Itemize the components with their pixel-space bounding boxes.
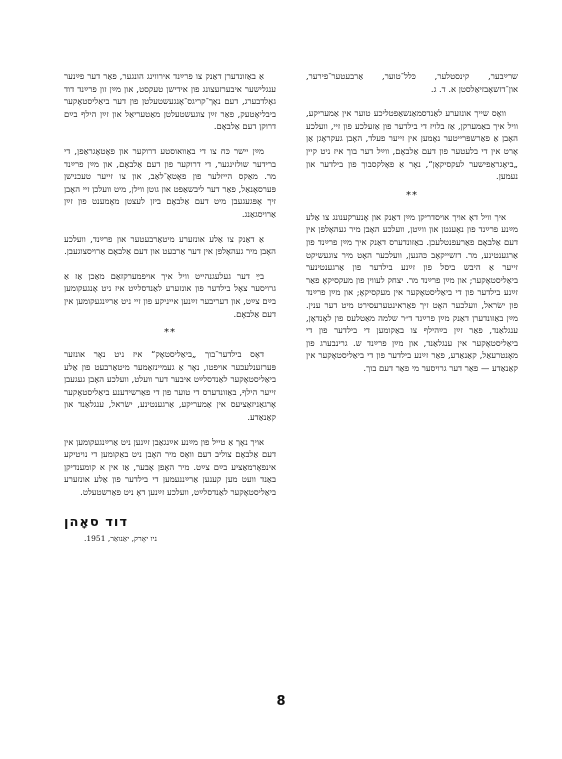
paragraph: מײַן יישר כּח צו די באַוואוסטע דרוקער און פאָטאָגראַפן, די ברידער שולזינגער, די דרוקער פון דעם אַלבאָם, און מײַן פרײַנד מר. מאַקס הייזלער פון פאָטאָ־לאַב, און צו זייער טעכנישן פּערסאָנאַל, פאַר דער ליבשאַפט און גוטן ווילן, מיט וועלכן זיי האָבן זיך אָפּגעגעבן מיט דעם אַלבאָם ביזן לעצטן מאָמענט פון זײַן אַרויסגאַנג.: [64, 145, 276, 219]
right-column: [306, 70, 518, 374]
paragraph: אַ דאַנק צו אַלע אונזערע מיטאַרבעטער און פרײַנד, וועלכע האָבן מיר געהאָלפן אין דער אַרבעט און דעם אַלבאָם אַרויסצוגעבן.: [64, 233, 276, 257]
spacer: [64, 221, 276, 233]
spacer: [306, 95, 518, 107]
paragraph: בײַ דער געלעגנהייט וויל איך אויפמערקזאַם מאַכן אַז אַ גרויסער צאָל בילדער פון אונזערע לאַנדסלײַט איז ניט אָנגעקומען בײַם צײַט, און דעריבער זײַנען אייניקע פון זיי ניט אַרײַנגעקומען אין דעם אַלבאָם.: [64, 270, 276, 319]
paragraph: דאָס בילדער־בוך „ביאַליסטאָק“ איז ניט נאָר אונזער פּערזענלעכער אויפטו, נאָר אַ געמיינזאַמער מיטאַרבעט פון אַלע ביאַליסטאָקער לאַנדסלײַט איבער דער וועלט, וועלכע האָבן געגעבן זייער הילף, באַזונדערס די טוער פון די פאַרשידענע ביאַליסטאָקער אָרגאַניזאַציעס אין אַמעריקע, אַרגענטינע, ישׂראל, ענגלאַנד און קאַנאַדע.: [64, 349, 276, 423]
author-signature: דוד סאָהן: [64, 514, 128, 530]
paragraph: שרײַבער, קינסטלער, כּלל־טוער, אַרבעטער־פירער, און־דזשאָבזיאַלסטן א. ד. ג.: [306, 71, 518, 94]
spacer: [64, 424, 276, 436]
spacer: [64, 258, 276, 270]
paragraph: איך וויל דאָ אויך אויסדריקן מײַן דאַנק און אָנערקענונג צו אַלע מײַנע פרײַנד פון נאָענטן און ווײַטן, וועלכע האָבן מיר געהאָלפן אין דעם אַלבאָם פאַרעפנטלעכן. באַזונדערס דאַנק איך מײַן פרײַנד פון אַרגענטינע, מר. דזשייקאָב כּהנען, וועלכער האָט מיר צוגעשיקט זייער אַ היבש ביסל פון זײַנע בילדער פון אַרגענטינער ביאַליסטאָקער; און מײַן פרײַנד מר. יצחק לעווין פון מעקסיקאָ פאַר זײַנע בילדער פון די ביאַליסטאָקער אין מעקסיקאָ; און מײַן פרײַנד פון ישׂראל, וועלכער האָט זיך פאַראינטערעסירט מיט דער ענין. מײַן באַזונדערן דאַנק מײַן פרײַנד ד״ר שלמה מאַטלעס פון לאָנדאָן, ענגלאַנד, פאַר זײַן בײַהילף צו באַקומען די בילדער פון די ביאַליסטאָקער אין ענגלאַנד, און מײַן פרײַנד ש. גרינבערג פון מאָנטרעאַל, קאַנאַדע, פאַר זײַנע בילדער פון די ביאַליסטאָקער אין קאַנאַדע — פאַר דער גרויסער מי פאַר דעם בוך.: [306, 211, 518, 373]
page-number: 8: [276, 694, 286, 709]
left-column: [64, 70, 276, 546]
paragraph: אויך נאָך אַ טייל פון מײַנע אײַנגאַבן זײַנען ניט אַרײַנגעקומען אין דעם אַלבאָם צוליב דעם וואָס מיר האָבן ניט באַקומען די נויטיקע אינפאָרמאַציע בײַם צײַט. מיר האָפן אָבער, אַז אין א קומענדיקן באַנד וועט מען קענען אַרײַננעמען די בילדער פון אַלע אונזערע ביאַליסטאָקער לאַנדסלײַט, וועלכע זײַנען דאָ ניט פאַרשטעלט.: [64, 436, 276, 498]
dateline: ניו יאָרק, יאַנואַר, 1951.: [84, 534, 157, 544]
section-separator-stars: **: [164, 327, 176, 339]
section-separator-stars: **: [406, 189, 418, 201]
paragraph: וואָס שייך אונזערע לאַנדסמאַנשאַפטליכע טוער אין אַמעריקע, וויל איך באַמערקן, אַז בלויז די בילדער פון אַזעלכע פון זיי, וועלכע האָבן אַ פאַרשפּרייטער נאָמען אין זייער פעלד, האָבן געקראָגן אַן אָרט אין די בלעטער פון דעם אַלבאָם, ווײַל דער בוך איז ניט קיין „ביאָגראַפישער לעקסיקאָן“, נאָר אַ פאָלקסבוך פון בילדער און נעמען.: [306, 108, 518, 182]
paragraph: אַ באַזונדערן דאַנק צו פרײַנד אירווינג הונגער, פאַר דער פײַנער ענגלישער איבערזעצונג פון אידישן טעקסט, און מײַן זון פרײַנד דוד גאָלדבערג, דעם נאָך־קריגס־אָנגעשטעלטן פון דער ביאַליסטאָקער ביבליאָטעק, פאַר זײַן צוגעשטעלטן מאַטעריאַל און זײַן הילף בײַם דרוקן דעם אַלבאָם.: [64, 71, 276, 132]
spacer: [64, 133, 276, 145]
